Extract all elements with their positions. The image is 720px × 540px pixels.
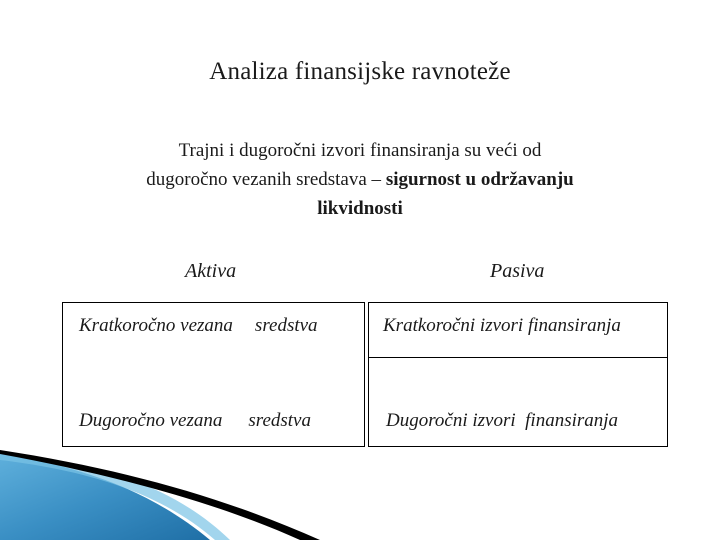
aktiva-row-short-part1: Kratkoročno vezana [79,315,233,336]
blue-wave-shape [0,454,210,540]
aktiva-row-long-part1: Dugoročno vezana [79,410,223,431]
pasiva-heading: Pasiva [490,260,545,282]
statement-emphasis-end: likvidnosti [317,198,403,219]
aktiva-heading: Aktiva [185,260,237,282]
pasiva-divider [369,357,667,358]
aktiva-row-long [79,410,311,432]
aktiva-box [62,302,365,447]
decorative-swoosh [0,440,720,540]
pasiva-box [368,302,668,447]
aktiva-row-long-part2: sredstva [248,410,311,431]
aktiva-row-short-part2: sredstva [254,315,318,336]
pasiva-row-long: Dugoročni izvori finansiranja [386,410,619,431]
statement-text [90,136,630,223]
aktiva-row-short [79,315,318,337]
slide-title: Analiza finansijske ravnoteže [209,58,511,85]
statement-line-1: Trajni i dugoročni izvori finansiranja su veći od [178,140,542,161]
statement-line-2: dugoročno vezanih sredstava – [146,169,386,190]
pasiva-row-short: Kratkoročni izvori finansiranja [383,315,621,336]
statement-emphasis: sigurnost u održavanju [385,169,574,190]
